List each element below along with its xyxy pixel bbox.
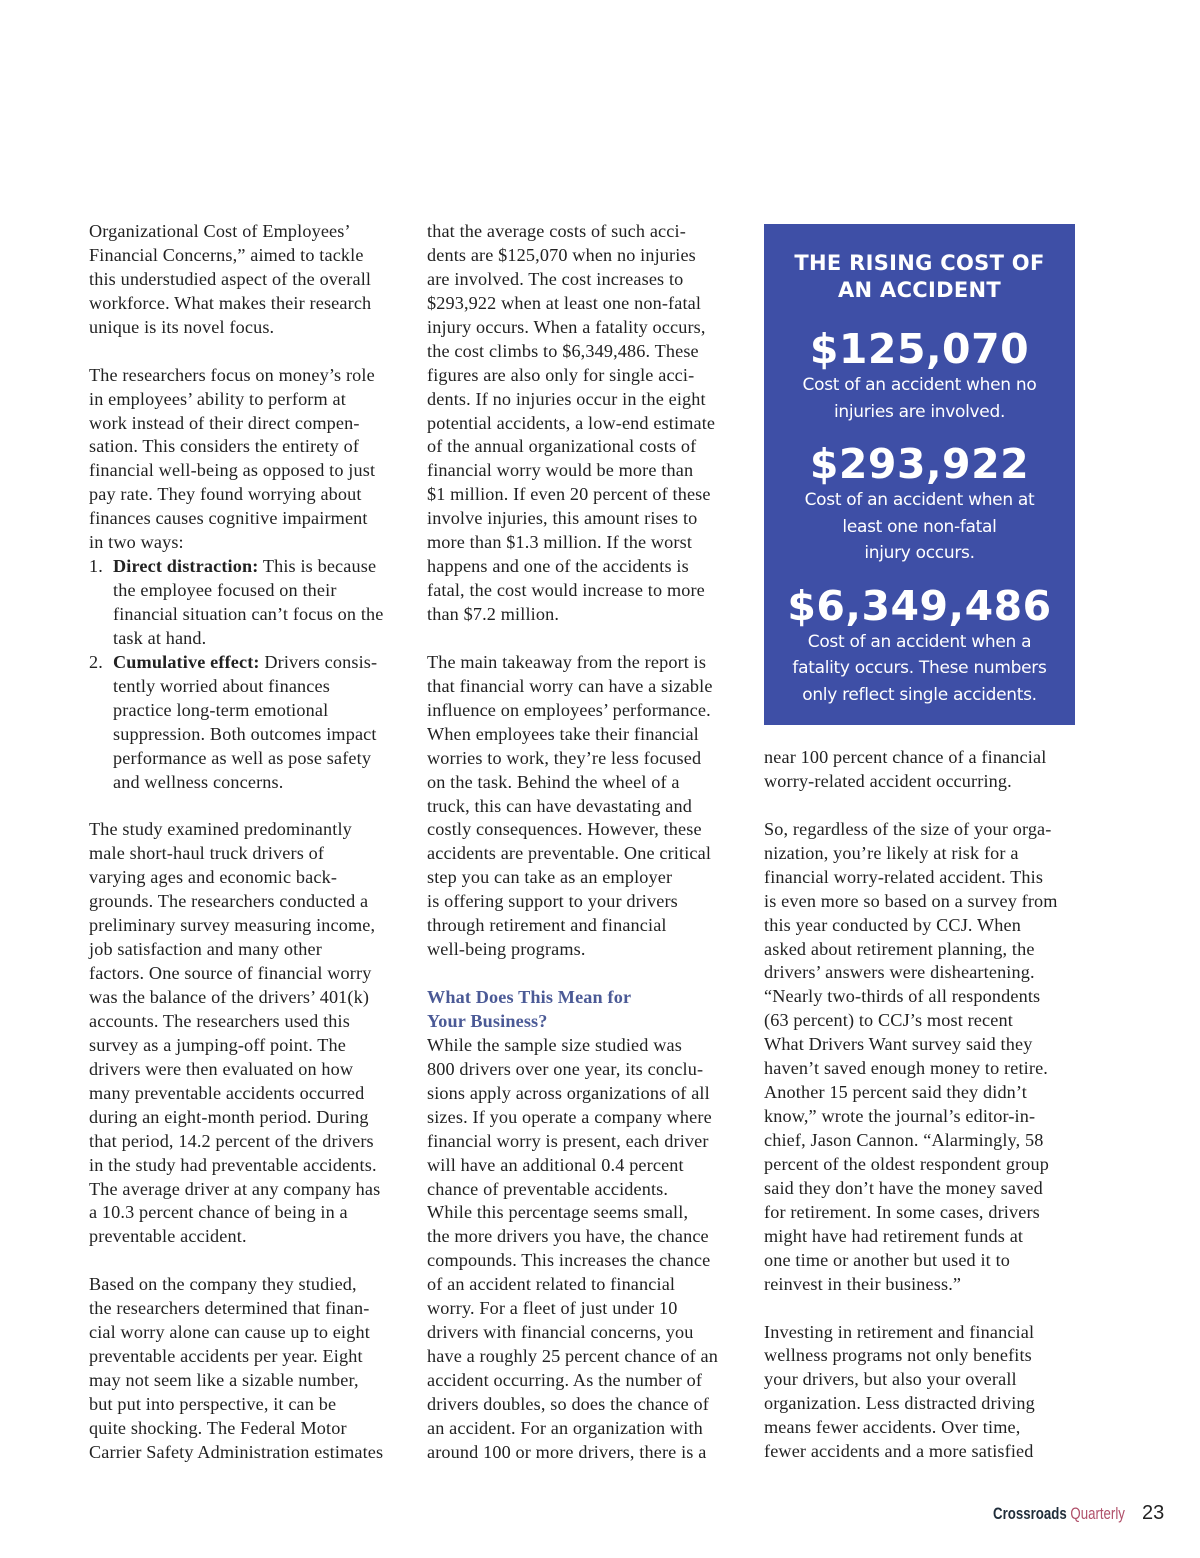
stat-description bbox=[764, 629, 1075, 709]
list-item bbox=[89, 555, 409, 579]
text-line bbox=[89, 1106, 409, 1130]
line-text: reinvest in their business.” bbox=[764, 1273, 962, 1294]
line-text: sizes. If you operate a company where bbox=[427, 1106, 712, 1127]
text-line bbox=[427, 1178, 747, 1202]
text-line bbox=[764, 1105, 1084, 1129]
section-heading-line bbox=[427, 986, 747, 1010]
line-text: more than $1.3 million. If the worst bbox=[427, 532, 693, 553]
text-line bbox=[427, 459, 747, 483]
text-line bbox=[427, 866, 747, 890]
line-text: financial worry would be more than bbox=[427, 460, 694, 481]
brand-name: Crossroads bbox=[993, 1504, 1067, 1523]
line-text: accounts. The researchers used this bbox=[89, 1010, 350, 1031]
line-text: drivers with financial concerns, you bbox=[427, 1322, 694, 1343]
text-line bbox=[764, 1225, 1084, 1249]
line-text: influence on employees’ performance. bbox=[427, 699, 711, 720]
text-line bbox=[89, 627, 409, 651]
text-line bbox=[89, 1297, 409, 1321]
text-line bbox=[89, 675, 409, 699]
text-line bbox=[427, 747, 747, 771]
line-text: pay rate. They found worrying about bbox=[89, 484, 362, 505]
text-line bbox=[427, 1225, 747, 1249]
line-text: potential accidents, a low-end estimate bbox=[427, 412, 716, 433]
text-line bbox=[764, 1368, 1084, 1392]
text-line bbox=[89, 1058, 409, 1082]
text-line bbox=[427, 1297, 747, 1321]
stat-description bbox=[764, 372, 1075, 425]
line-text: “Nearly two-thirds of all respondents bbox=[764, 986, 1041, 1007]
line-text: through retirement and financial bbox=[427, 915, 667, 936]
text-line bbox=[89, 1249, 409, 1273]
line-text: unique is its novel focus. bbox=[89, 316, 275, 337]
line-text: worry. For a fleet of just under 10 bbox=[427, 1298, 678, 1319]
text-line bbox=[764, 1129, 1084, 1153]
line-text: So, regardless of the size of your orga- bbox=[764, 818, 1052, 839]
text-line bbox=[764, 1416, 1084, 1440]
line-text: male short-haul truck drivers of bbox=[89, 843, 325, 864]
line-text: Your Business? bbox=[427, 1010, 548, 1031]
text-line bbox=[764, 842, 1084, 866]
line-text: practice long-term emotional bbox=[113, 699, 329, 720]
line-text: step you can take as an employer bbox=[427, 867, 673, 888]
line-text: on the task. Behind the wheel of a bbox=[427, 771, 680, 792]
line-text: worries to work, they’re less focused bbox=[427, 747, 702, 768]
line-text: Organizational Cost of Employees’ bbox=[89, 221, 351, 241]
stat-description-line: only reflect single accidents. bbox=[802, 684, 1037, 705]
line-text: preventable accident. bbox=[89, 1226, 247, 1247]
line-text: might have had retirement funds at bbox=[764, 1225, 1024, 1246]
line-text: but put into perspective, it can be bbox=[89, 1393, 337, 1414]
line-text: compounds. This increases the chance bbox=[427, 1250, 711, 1271]
text-line bbox=[89, 1034, 409, 1058]
line-text: chief, Jason Cannon. “Alarmingly, 58 bbox=[764, 1130, 1044, 1150]
text-line bbox=[427, 268, 747, 292]
list-item-term: Direct distraction: bbox=[113, 556, 259, 577]
text-line bbox=[764, 938, 1084, 962]
stat-description-line: injury occurs. bbox=[864, 543, 975, 563]
stat-amount: $293,922 bbox=[809, 440, 1030, 488]
line-text: this understudied aspect of the overall bbox=[89, 268, 372, 289]
text-line bbox=[427, 771, 747, 795]
line-text: varying ages and economic back- bbox=[89, 867, 338, 888]
text-line bbox=[89, 818, 409, 842]
line-text: worry-related accident occurring. bbox=[764, 770, 1012, 791]
text-line bbox=[764, 818, 1084, 842]
list-number: 1. bbox=[89, 556, 103, 577]
text-line bbox=[89, 459, 409, 483]
text-line bbox=[427, 723, 747, 747]
text-line bbox=[764, 794, 1084, 818]
stat-description-line: Cost of an accident when at bbox=[804, 490, 1035, 510]
text-line bbox=[89, 1369, 409, 1393]
text-line bbox=[764, 890, 1084, 914]
text-line bbox=[427, 531, 747, 555]
line-text: this year conducted by CCJ. When bbox=[764, 914, 1022, 935]
text-line bbox=[427, 220, 747, 244]
line-text: Financial Concerns,” aimed to tackle bbox=[89, 244, 364, 265]
text-line bbox=[89, 962, 409, 986]
text-line bbox=[427, 1106, 747, 1130]
text-line bbox=[427, 1130, 747, 1154]
line-text: finances causes cognitive impairment bbox=[89, 508, 368, 529]
line-text: task at hand. bbox=[113, 627, 207, 648]
text-line bbox=[89, 268, 409, 292]
line-text: around 100 or more drivers, there is a bbox=[427, 1441, 707, 1462]
text-line bbox=[89, 1393, 409, 1417]
article-column-2 bbox=[427, 220, 747, 1465]
text-line bbox=[427, 364, 747, 388]
line-text: financial worry-related accident. This bbox=[764, 866, 1044, 887]
text-line bbox=[89, 914, 409, 938]
line-text: than $7.2 million. bbox=[427, 604, 560, 624]
text-line bbox=[427, 555, 747, 579]
text-line bbox=[427, 1441, 747, 1465]
text-line bbox=[89, 603, 409, 627]
line-text: suppression. Both outcomes impact bbox=[113, 723, 377, 744]
text-line bbox=[89, 1130, 409, 1154]
stat-description-line: Cost of an accident when no bbox=[802, 375, 1037, 395]
text-line bbox=[427, 818, 747, 842]
text-line bbox=[427, 890, 747, 914]
line-text: near 100 percent chance of a financial bbox=[764, 747, 1047, 767]
text-line bbox=[427, 412, 747, 436]
line-text: truck, this can have devastating and bbox=[427, 795, 692, 816]
text-line bbox=[427, 627, 747, 651]
line-text: work instead of their direct compen- bbox=[89, 412, 360, 433]
magazine-footer-brand bbox=[993, 1504, 1125, 1524]
line-text: that financial worry can have a sizable bbox=[427, 675, 713, 696]
text-line bbox=[427, 1273, 747, 1297]
text-line bbox=[89, 890, 409, 914]
text-line bbox=[89, 771, 409, 795]
text-line bbox=[764, 1201, 1084, 1225]
line-text: the employee focused on their bbox=[113, 580, 337, 601]
line-text: The main takeaway from the report is bbox=[427, 651, 707, 672]
line-text: in two ways: bbox=[89, 532, 184, 553]
text-line bbox=[89, 699, 409, 723]
line-text: the researchers determined that finan- bbox=[89, 1298, 370, 1319]
line-text: many preventable accidents occurred bbox=[89, 1082, 365, 1103]
line-text: grounds. The researchers conducted a bbox=[89, 891, 369, 912]
text-line bbox=[427, 1034, 747, 1058]
line-text: 800 drivers over one year, its conclu- bbox=[427, 1058, 704, 1079]
line-text: survey as a jumping-off point. The bbox=[89, 1034, 346, 1055]
text-line bbox=[427, 1082, 747, 1106]
stat-amount: $125,070 bbox=[809, 325, 1030, 373]
line-text: This is because bbox=[258, 556, 377, 577]
line-text: financial worry is present, each driver bbox=[427, 1130, 709, 1151]
line-text: (63 percent) to CCJ’s most recent bbox=[764, 1010, 1013, 1031]
text-line bbox=[427, 938, 747, 962]
text-line bbox=[89, 244, 409, 268]
line-text: dents are $125,070 when no injuries bbox=[427, 244, 696, 265]
line-text: injury occurs. When a fatality occurs, bbox=[427, 316, 706, 337]
text-line bbox=[427, 1249, 747, 1273]
text-line bbox=[764, 961, 1084, 985]
callout-title-line: THE RISING COST OF bbox=[794, 251, 1045, 275]
text-line bbox=[89, 1345, 409, 1369]
line-text: is offering support to your drivers bbox=[427, 891, 678, 912]
text-line bbox=[764, 1153, 1084, 1177]
stat-description-line: fatality occurs. These numbers bbox=[792, 658, 1047, 678]
text-line bbox=[764, 1344, 1084, 1368]
text-line bbox=[89, 412, 409, 436]
line-text: was the balance of the drivers’ 401(k) bbox=[89, 987, 370, 1007]
text-line bbox=[427, 1369, 747, 1393]
text-line bbox=[89, 507, 409, 531]
line-text: organization. Less distracted driving bbox=[764, 1393, 1035, 1414]
line-text: the more drivers you have, the chance bbox=[427, 1226, 709, 1247]
list-item-term: Cumulative effect: bbox=[113, 651, 260, 672]
list-number: 2. bbox=[89, 651, 103, 672]
text-line bbox=[427, 1345, 747, 1369]
line-text: Investing in retirement and financial bbox=[764, 1321, 1035, 1342]
text-line bbox=[89, 531, 409, 555]
stat-description-line: injuries are involved. bbox=[833, 401, 1006, 422]
text-line bbox=[427, 1393, 747, 1417]
text-line bbox=[89, 1273, 409, 1297]
article-column-3 bbox=[764, 746, 1084, 1464]
text-line bbox=[764, 1081, 1084, 1105]
line-text: know,” wrote the journal’s editor-in- bbox=[764, 1106, 1036, 1127]
text-line bbox=[427, 388, 747, 412]
text-line bbox=[89, 1082, 409, 1106]
line-text: happens and one of the accidents is bbox=[427, 556, 689, 577]
text-line bbox=[427, 579, 747, 603]
line-text: chance of preventable accidents. bbox=[427, 1178, 669, 1199]
text-line bbox=[764, 1273, 1084, 1297]
line-text: may not seem like a sizable number, bbox=[89, 1370, 359, 1390]
callout-title-line: AN ACCIDENT bbox=[837, 278, 1001, 302]
text-line bbox=[427, 292, 747, 316]
text-line bbox=[89, 483, 409, 507]
line-text: during an eight-month period. During bbox=[89, 1106, 369, 1127]
text-line bbox=[427, 675, 747, 699]
line-text: fatal, the cost would increase to more bbox=[427, 580, 705, 601]
text-line bbox=[427, 1201, 747, 1225]
line-text: of an accident related to financial bbox=[427, 1274, 676, 1295]
line-text: are involved. The cost increases to bbox=[427, 268, 684, 289]
text-line bbox=[427, 699, 747, 723]
text-line bbox=[764, 914, 1084, 938]
text-line bbox=[427, 1058, 747, 1082]
text-line bbox=[427, 962, 747, 986]
line-text: Based on the company they studied, bbox=[89, 1274, 357, 1295]
line-text: preventable accidents per year. Eight bbox=[89, 1346, 363, 1367]
line-text: $293,922 when at least one non-fatal bbox=[427, 292, 702, 313]
text-line bbox=[427, 244, 747, 268]
line-text: nization, you’re likely at risk for a bbox=[764, 842, 1019, 863]
article-column-1 bbox=[89, 220, 409, 1465]
line-text: factors. One source of financial worry bbox=[89, 963, 372, 984]
text-line bbox=[89, 1178, 409, 1202]
line-text: accidents are preventable. One critical bbox=[427, 843, 712, 864]
text-line bbox=[89, 1010, 409, 1034]
stat-description-line: least one non-fatal bbox=[842, 516, 997, 537]
line-text: performance as well as pose safety bbox=[113, 747, 372, 768]
text-line bbox=[764, 746, 1084, 770]
text-line bbox=[89, 986, 409, 1010]
line-text: a 10.3 percent chance of being in a bbox=[89, 1202, 348, 1223]
page-number: 23 bbox=[1142, 1502, 1165, 1524]
text-line bbox=[764, 985, 1084, 1009]
line-text: accident occurring. As the number of bbox=[427, 1370, 703, 1390]
line-text: Drivers consis- bbox=[259, 651, 378, 672]
line-text: The researchers focus on money’s role bbox=[89, 364, 375, 385]
text-line bbox=[427, 483, 747, 507]
line-text: wellness programs not only benefits bbox=[764, 1345, 1032, 1366]
text-line bbox=[764, 1321, 1084, 1345]
line-text: in employees’ ability to perform at bbox=[89, 388, 346, 409]
line-text: drivers were then evaluated on how bbox=[89, 1058, 354, 1079]
line-text: one time or another but used it to bbox=[764, 1249, 1011, 1270]
text-line bbox=[427, 1154, 747, 1178]
line-text: means fewer accidents. Over time, bbox=[764, 1417, 1021, 1438]
text-line bbox=[89, 292, 409, 316]
line-text: preliminary survey measuring income, bbox=[89, 915, 376, 936]
section-heading-line bbox=[427, 1010, 747, 1034]
line-text: your drivers, but also your overall bbox=[764, 1369, 1017, 1390]
line-text: While this percentage seems small, bbox=[427, 1202, 689, 1223]
text-line bbox=[89, 579, 409, 603]
line-text: an accident. For an organization with bbox=[427, 1417, 703, 1438]
text-line bbox=[89, 795, 409, 819]
line-text: well-being programs. bbox=[427, 939, 586, 960]
text-line bbox=[89, 316, 409, 340]
line-text: asked about retirement planning, the bbox=[764, 938, 1035, 959]
text-line bbox=[427, 914, 747, 938]
line-text: figures are also only for single acci- bbox=[427, 364, 695, 385]
line-text: dents. If no injuries occur in the eight bbox=[427, 388, 706, 409]
stat-amount: $6,349,486 bbox=[787, 581, 1052, 630]
text-line bbox=[764, 1392, 1084, 1416]
line-text: workforce. What makes their research bbox=[89, 292, 372, 313]
line-text: financial well-being as opposed to just bbox=[89, 460, 376, 481]
sidebar-callout-box bbox=[764, 224, 1075, 725]
line-text: in the study had preventable accidents. bbox=[89, 1154, 377, 1175]
line-text: $1 million. If even 20 percent of these bbox=[427, 484, 711, 505]
text-line bbox=[89, 1321, 409, 1345]
line-text: drivers’ answers were disheartening. bbox=[764, 962, 1035, 983]
text-line bbox=[89, 364, 409, 388]
line-text: sation. This considers the entirety of bbox=[89, 436, 360, 457]
text-line bbox=[764, 770, 1084, 794]
line-text: will have an additional 0.4 percent bbox=[427, 1154, 684, 1175]
line-text: that the average costs of such acci- bbox=[427, 221, 686, 241]
line-text: and wellness concerns. bbox=[113, 771, 284, 792]
text-line bbox=[427, 1321, 747, 1345]
line-text: that period, 14.2 percent of the drivers bbox=[89, 1130, 374, 1151]
callout-title bbox=[764, 250, 1075, 304]
line-text: The average driver at any company has bbox=[89, 1178, 381, 1199]
line-text: for retirement. In some cases, drivers bbox=[764, 1201, 1040, 1222]
line-text: quite shocking. The Federal Motor bbox=[89, 1417, 347, 1438]
text-line bbox=[89, 435, 409, 459]
line-text: financial situation can’t focus on the bbox=[113, 604, 384, 624]
text-line bbox=[89, 866, 409, 890]
line-text: percent of the oldest respondent group bbox=[764, 1153, 1049, 1174]
line-text: drivers doubles, so does the chance of bbox=[427, 1393, 709, 1414]
line-text: The study examined predominantly bbox=[89, 819, 352, 840]
text-line bbox=[764, 1297, 1084, 1321]
text-line bbox=[89, 938, 409, 962]
line-text: Carrier Safety Administration estimates bbox=[89, 1441, 384, 1462]
text-line bbox=[89, 1225, 409, 1249]
line-text: What Drivers Want survey said they bbox=[764, 1034, 1033, 1055]
text-line bbox=[89, 1441, 409, 1465]
text-line bbox=[427, 340, 747, 364]
line-text: tently worried about finances bbox=[113, 675, 330, 696]
stat-description bbox=[764, 487, 1075, 567]
line-text: is even more so based on a survey from bbox=[764, 890, 1058, 911]
text-line bbox=[764, 1249, 1084, 1273]
line-text: What Does This Mean for bbox=[427, 987, 632, 1007]
text-line bbox=[427, 842, 747, 866]
text-line bbox=[89, 220, 409, 244]
line-text: involve injuries, this amount rises to bbox=[427, 508, 698, 529]
text-line bbox=[427, 435, 747, 459]
text-line bbox=[89, 747, 409, 771]
text-line bbox=[89, 842, 409, 866]
line-text: When employees take their financial bbox=[427, 723, 699, 744]
line-text: While the sample size studied was bbox=[427, 1034, 682, 1055]
text-line bbox=[427, 603, 747, 627]
text-line bbox=[764, 866, 1084, 890]
line-text: fewer accidents and a more satisfied bbox=[764, 1441, 1034, 1462]
line-text: sions apply across organizations of all bbox=[427, 1082, 710, 1103]
text-line bbox=[764, 1440, 1084, 1464]
text-line bbox=[89, 340, 409, 364]
stat-description-line: Cost of an accident when a bbox=[807, 631, 1032, 652]
text-line bbox=[764, 1033, 1084, 1057]
text-line bbox=[89, 723, 409, 747]
text-line bbox=[764, 1057, 1084, 1081]
line-text: Another 15 percent said they didn’t bbox=[764, 1082, 1028, 1103]
text-line bbox=[427, 1417, 747, 1441]
text-line bbox=[89, 1201, 409, 1225]
line-text: cial worry alone can cause up to eight bbox=[89, 1322, 370, 1343]
list-item bbox=[89, 651, 409, 675]
text-line bbox=[89, 1154, 409, 1178]
text-line bbox=[764, 1177, 1084, 1201]
text-line bbox=[427, 795, 747, 819]
line-text: haven’t saved enough money to retire. bbox=[764, 1058, 1049, 1079]
line-text: the cost climbs to $6,349,486. These bbox=[427, 340, 699, 361]
text-line bbox=[427, 651, 747, 675]
brand-suffix: Quarterly bbox=[1070, 1504, 1125, 1523]
text-line bbox=[89, 388, 409, 412]
line-text: have a roughly 25 percent chance of an bbox=[427, 1346, 719, 1367]
text-line bbox=[427, 316, 747, 340]
line-text: said they don’t have the money saved bbox=[764, 1177, 1043, 1198]
line-text: of the annual organizational costs of bbox=[427, 436, 697, 457]
text-line bbox=[427, 507, 747, 531]
text-line bbox=[764, 1009, 1084, 1033]
line-text: costly consequences. However, these bbox=[427, 819, 702, 840]
line-text: job satisfaction and many other bbox=[89, 939, 322, 960]
text-line bbox=[89, 1417, 409, 1441]
